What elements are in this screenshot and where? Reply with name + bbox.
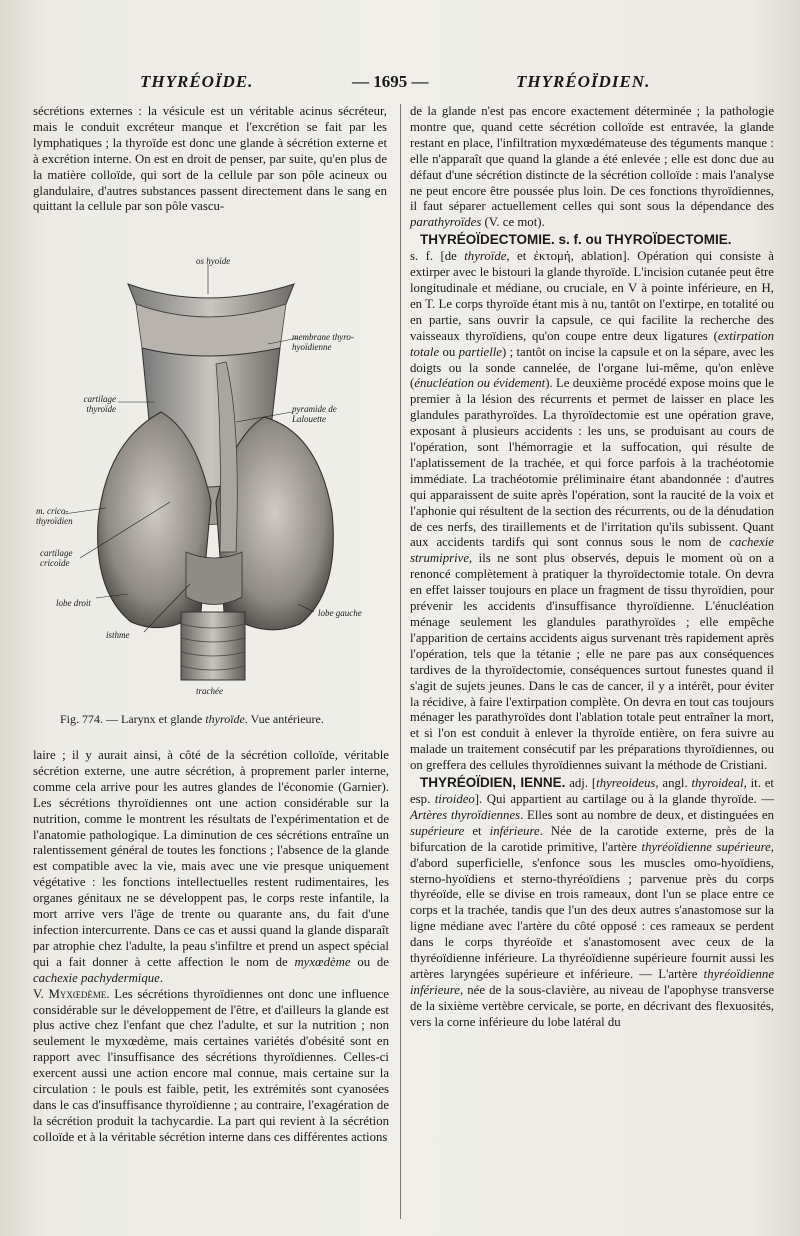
label-membrane: membrane thyro-hyoïdienne <box>292 332 354 352</box>
left-column-top <box>33 104 387 215</box>
term-parathyroides: parathyroïdes <box>410 215 482 230</box>
term-myxoedeme: myxœdème <box>294 954 351 969</box>
t2: , et ἐκτομή, ablation]. Opération qui consiste à extirper avec le bistouri la glande thyroïde. L'incision cutanée peut être longitudinale et médiane, ou cruciale, en V à pointe inférieure, en H, en T. Le corps thyroïde étant mis à nu, tantôt on l'extirpe, en totalité ou en partie, sans ouvrir la capsule, ce qui facilite la recherche des vaisseaux thyroïdiens, qu'on coupe entre deux ligatures ( <box>410 249 774 343</box>
paragraph-secretions: sécrétions externes : la vésicule est un véritable acinus sécréteur, mais le conduit excréteur manque et l'excrétion se fait par les lymphatiques ; la thyroïde est donc une glande à sécrétion externe et à excrétion interne. On est en droit de penser, par suite, qu'en plus de la matière colloïde, qui sort de la cellule par son pôle acineux ou glandulaire, d'autres substances passent directement dans le sang en quittant la cellule par son pôle vascu- <box>33 104 387 214</box>
t3: ou <box>439 344 459 359</box>
d6: et <box>464 823 490 838</box>
label-crico-thyroidien: m. crico-thyroïdien <box>36 506 73 526</box>
di3: tiroideo <box>434 791 475 806</box>
label-cartilage-thyroide: cartilage thyroïde <box>83 394 116 414</box>
d7: . Née de la carotide externe, près de la bifurcation de la carotide primitive, l'artère <box>410 823 774 854</box>
t4: ) ; tantôt on incise la capsule et on la sépare, avec les doigts ou la sonde cannelée, de l'organe lui-même, qu'on enlève ( <box>410 344 774 391</box>
column-divider <box>400 104 401 1219</box>
header-left-word: THYRÉOÏDE. <box>140 72 254 91</box>
label-lobe-gauche: lobe gauche <box>318 608 362 618</box>
d8: , d'abord superficielle, s'enfonce sous les muscles omo-hyoïdiens, sterno-hyoïdiens et sterno-thyréoïdiens ; parvenue près du corps thyréoïde, elle se divise en trois rameaux, dont l'un se place entre ce corps et la trachée, tandis que l'un des deux autres s'anastomose sur la ligne médiane avec l'artère du côté opposé : ces rameaux se perdent dans le corps thyréoïde et s'anastomosent avec ceux de la thyréoïdienne inférieure. La thyréoïdienne supérieure fournit aussi les artères laryngées supérieure et inférieure. — L'artère <box>410 839 774 981</box>
i5: cachexie strumiprive <box>410 535 774 566</box>
di6: inférieure <box>489 823 540 838</box>
crossref-myxoedeme: V. Myxœdème. <box>33 986 110 1001</box>
caption-end: . Vue antérieure. <box>244 712 324 726</box>
d1: adj. [ <box>565 776 597 791</box>
d4: ]. Qui appartient au cartilage ou à la glande thyroïde. — <box>474 791 774 806</box>
entry-thyreoidien <box>410 775 774 1031</box>
d9: , née de la sous-clavière, au niveau de l'apophyse transverse de la sixième vertèbre cervicale, se porte, en décrivant des flexuosités, vers la corne inférieure du lobe latéral du <box>410 982 774 1029</box>
label-lobe-droit: lobe droit <box>56 598 91 608</box>
caption-italic: thyroïde <box>205 712 245 726</box>
larynx-illustration <box>36 252 386 702</box>
i4: énucléation ou évidement <box>414 376 546 391</box>
text-influence: Les sécrétions thyroïdiennes ont donc une influence considérable sur le développement de l'être, et d'ailleurs la glande est plus active chez l'enfant que chez l'adulte, et sur la nutrition ; non seulement le myxœdème, mais certaines variétés d'obésité sont en rapport avec l'insuffisance des sécrétions thyroïdiennes. Celles-ci exercent aussi une action encore mal connue, mais certaine sur la circulation : le pouls est faible, petit, les extrémités sont cyanosées dans le cas d'insuffisance thyroïdienne ; au contraire, l'exagération de la sécrétion produit la tachycardie. La part qui revient à la sécrétion colloïde et à la véritable sécrétion interne dans ces différentes actions <box>33 986 389 1144</box>
i1: thyroïde <box>464 249 507 264</box>
label-trachee: trachée <box>196 686 223 696</box>
figure-larynx-thyroid <box>36 252 386 732</box>
left-column-bottom <box>33 748 389 1146</box>
di8: thyréoïdienne inférieure <box>410 966 774 997</box>
entry-thyreoidectomie-body <box>410 249 774 774</box>
entry-thyreoidectomie <box>410 232 774 249</box>
isthmus-shape <box>186 552 242 605</box>
label-isthme: isthme <box>106 630 130 640</box>
label-os-hyoide: os hyoïde <box>196 256 231 266</box>
paragraph-functions <box>33 748 389 987</box>
text-ce-mot: (V. ce mot). <box>481 215 545 230</box>
d3: , it. et esp. <box>410 776 774 806</box>
di1: thyreoideus <box>596 776 656 791</box>
d2: , angl. <box>655 776 692 791</box>
paragraph-influence <box>33 987 389 1146</box>
di5: supérieure <box>410 823 465 838</box>
right-column <box>410 104 774 1031</box>
t5: ). Le deuxième procédé expose moins que le premier à la lésion des récurrents et permet de laisser en place les glandules parathyroïdes. La thyroïdectomie est une opération grave, exposant à plusieurs accidents : les uns, se produisant au cours de l'opération, sont l'hémorragie et la suffocation, qui résulte de l'aplatissement de la trachée, et qui force parfois à la trachéotomie immédiate. La trachéotomie préliminaire étant abandonnée : d'autres qui apparaissent de suite après l'opération, sont la raucité de la voix et l'aphonie qui résultent de la section des récurrents, ou de la dénudation de ces nerfs, des tiraillements et de l'irritation qu'ils subissent. Quant aux accidents tardifs qui sont connus sous le nom de <box>410 376 774 550</box>
term-cachexie: cachexie pachydermique <box>33 970 160 985</box>
running-header <box>0 72 800 96</box>
text-ou: ou de <box>350 954 389 969</box>
label-cartilage-cricoide: cartilage cricoïde <box>40 548 73 568</box>
text-dot: . <box>159 970 164 985</box>
page-number: — 1695 — <box>352 72 429 91</box>
figure-caption <box>60 712 390 727</box>
text-functions: laire ; il y aurait ainsi, à côté de la sécrétion colloïde, véritable sécrétion externe, une autre sécrétion, à proprement parler interne, comme cela arrive pour les autres glandes de l'économie (Garnier). Les sécrétions thyroïdiennes ont une action considérable sur la nutrition, comme le montrent les résultats de l'expérimentation et de l'anatomie pathologique. La diminution de ces sécrétions entraîne un ralentissement général de toutes les fonctions ; l'absence de la glande est compatible avec la vie, mais avec une vie presque uniquement végétative : les fonctions intellectuelles restent rudimentaires, les organes génitaux ne se développent pas, le corps reste infantile, la mort arrive vers l'âge de trente ou quarante ans, du fait d'une infection intercurrente. Dans ce cas et aussi quand la glande disparaît par atrophie chez l'adulte, la peau s'infiltre et prend un aspect spécial qui a fait donner à cette affection le nom de <box>33 748 389 969</box>
caption-text: Fig. 774. — Larynx et glande <box>60 712 206 726</box>
t6: , ils ne sont plus observés, depuis le moment où on a renoncé complètement à pratiquer la thyroïdectomie totale. On devra en effet laisser toujours en place un fragment de tissu thyroïdien, pour prévenir les accidents d'insuffisance thyroïdienne. L'énucléation ménage seulement les glandules parathyroïdes ; elle empêche l'apparition de certains accidents aigus survenant très rapidement après l'opération, tels que la tétanie ; elle ne pare pas aux conséquences tardives de la thyroïdectomie, conséquences surtout funestes quand il s'agit de sujets jeunes. Dans le cas de cancer, il y a intérêt, pour éviter la récidive, à faire l'extirpation complète. On devra en tout cas toujours ménager les parathyroïdes dont l'ablation totale peut entraîner la mort, et si l'on est conduit à enlever la thyroïde entière, on fera suivre au malade un traitement consécutif par les préparations thyroïdiennes, ou on greffera des cellules thyroïdiennes suivant la méthode de Cristiani. <box>410 551 774 773</box>
text-continuation: de la glande n'est pas encore exactement déterminée ; la pathologie montre que, quand cette sécrétion colloïde est entravée, la glande restant en place, l'infiltration myxœdémateuse des téguments manque : elle n'apparaît que quand la glande a été enlevée ; elle est donc due au défaut d'une sécrétion distincte de la sécrétion colloïde : mais l'analyse ne peut encore être poussée plus loin. De ces fonctions thyroïdiennes, il faut séparer actuellement celles qui sont sous la dépendance des <box>410 104 774 214</box>
entry-heading-thyreoidectomie: THYRÉOÏDECTOMIE. s. f. ou THYROÏDECTOMIE. <box>420 232 732 248</box>
t1: s. f. [de <box>410 249 465 264</box>
di2: thyroideal <box>691 776 744 791</box>
header-right-word: THYRÉOÏDIEN. <box>516 72 651 91</box>
entry-heading-thyreoidien: THYRÉOÏDIEN, IENNE. <box>420 775 566 791</box>
i3: partielle <box>458 344 502 359</box>
di7: thyréoïdienne supérieure <box>641 839 771 854</box>
d5: . Elles sont au nombre de deux, et distinguées en <box>520 807 774 822</box>
paragraph-continuation <box>410 104 774 231</box>
label-pyramide: pyramide de Lalouette <box>292 404 337 424</box>
di4: Artères thyroïdiennes <box>410 807 521 822</box>
i2: extirpation totale <box>410 328 774 359</box>
